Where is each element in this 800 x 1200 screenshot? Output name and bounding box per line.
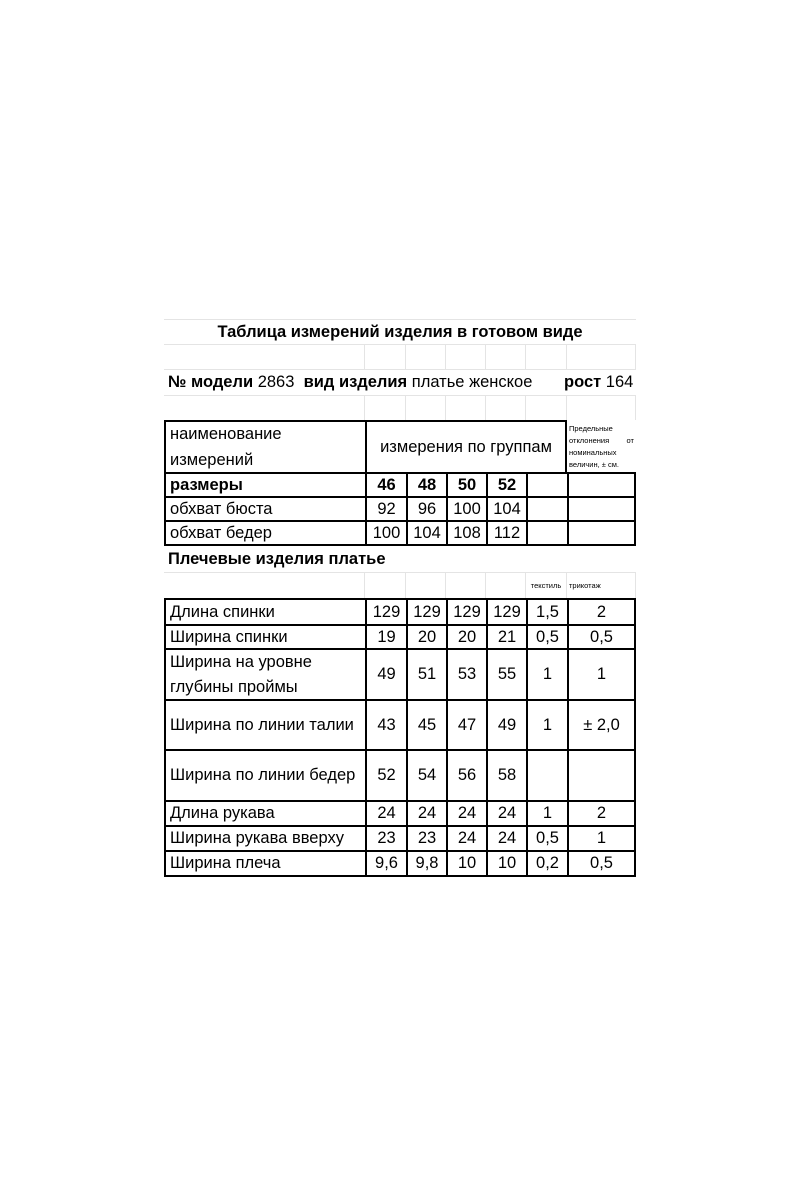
tolerance-type-row [164, 572, 636, 598]
table-row: Ширина рукава вверху 23 23 24 24 0,5 1 [164, 825, 636, 852]
size-48: 48 [406, 472, 446, 498]
table-row: Ширина плеча 9,6 9,8 10 10 0,2 0,5 [164, 850, 636, 877]
header-row [164, 420, 636, 474]
model-number: 2863 [257, 373, 295, 391]
model-label: № модели [168, 373, 254, 391]
row-name: Ширина спинки [164, 624, 365, 650]
section-title-row [164, 546, 636, 572]
measure-name-header: наименование измерений [164, 420, 365, 474]
row-name: обхват бедер [164, 520, 365, 546]
table-row: Ширина по линии талии 43 45 47 49 1 ± 2,0 [164, 699, 636, 751]
type-label: вид изделия [303, 373, 408, 391]
size-50: 50 [446, 472, 486, 498]
table-row: Ширина спинки 19 20 20 21 0,5 0,5 [164, 624, 636, 650]
table-row: обхват бедер 100 104 108 112 [164, 520, 636, 546]
height-value: 164 [605, 373, 634, 391]
size-46: 46 [365, 472, 406, 498]
table-row: обхват бюста 92 96 100 104 [164, 496, 636, 522]
section-title: Плечевые изделия платье [168, 549, 386, 568]
row-name: Ширина на уровне глубины проймы [164, 648, 365, 701]
table-row: Ширина на уровне глубины проймы 49 51 53 55 1 1 [164, 648, 636, 701]
spacer-row [164, 395, 636, 420]
title-row [164, 319, 636, 344]
height-label: рост [564, 373, 602, 391]
sizes-label: размеры [164, 472, 365, 498]
sizes-row [164, 472, 636, 498]
row-name: Ширина по линии бедер [164, 749, 365, 802]
measurement-sheet [164, 319, 636, 877]
spacer-row [164, 344, 636, 369]
groups-header: измерения по группам [365, 420, 567, 474]
row-name: Ширина по линии талии [164, 699, 365, 751]
row-name: обхват бюста [164, 496, 365, 522]
type-value: платье женское [411, 373, 533, 391]
knit-label: трикотаж [567, 573, 636, 598]
size-52: 52 [486, 472, 526, 498]
row-name: Длина рукава [164, 800, 365, 827]
page-title: Таблица измерений изделия в готовом виде [217, 322, 583, 341]
tolerance-header: Предельные отклонения от номинальных величин, ± см. [569, 424, 634, 469]
row-name: Длина спинки [164, 598, 365, 626]
row-name: Ширина рукава вверху [164, 825, 365, 852]
row-name: Ширина плеча [164, 850, 365, 877]
table-row: Длина рукава 24 24 24 24 1 2 [164, 800, 636, 827]
table-row: Ширина по линии бедер 52 54 56 58 [164, 749, 636, 802]
model-info-row [164, 369, 636, 395]
textile-label: текстиль [526, 573, 567, 598]
table-row: Длина спинки 129 129 129 129 1,5 2 [164, 598, 636, 626]
